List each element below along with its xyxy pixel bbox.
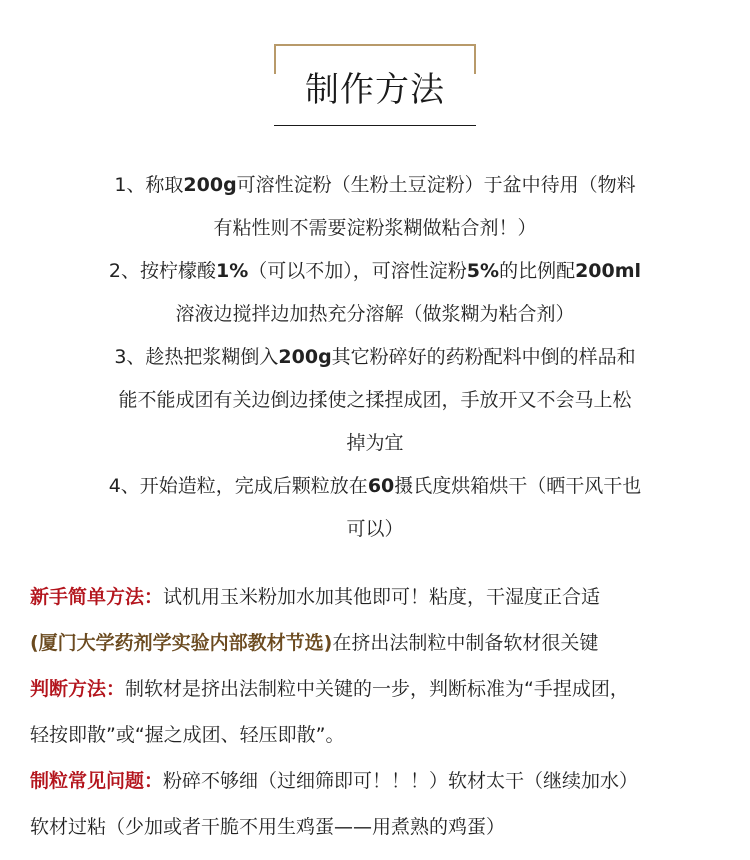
step-2-text-b: （可以不加），可溶性淀粉: [248, 260, 467, 282]
title-frame: [274, 44, 476, 126]
step-1-text-a: 1、称取: [114, 174, 184, 196]
common-issues-line-2: 软材过粘（少加或者干脆不用生鸡蛋——用煮熟的鸡蛋）: [30, 816, 506, 838]
common-issues-line: [30, 758, 730, 804]
step-1-line-1: [60, 164, 690, 207]
step-3-amount: 200g: [278, 346, 332, 368]
step-2-starch-percent: 5%: [466, 260, 500, 282]
easy-method-text: 试机用玉米粉加水加其他即可！粘度，干湿度正合适: [163, 586, 601, 608]
source-text: 在挤出法制粒中制备软材很关键: [332, 632, 599, 654]
step-1-amount: 200g: [183, 174, 237, 196]
judge-method-text: 制软材是挤出法制粒中关键的一步，判断标准为“手捏成团，: [125, 678, 629, 700]
source-line: [30, 620, 730, 666]
common-issues-label: 制粒常见问题：: [30, 770, 164, 792]
step-3-text-a: 3、趁热把浆糊倒入: [114, 346, 279, 368]
step-3-line-1: [60, 336, 690, 379]
common-issues-text: 粉碎不够细（过细筛即可！！！）软材太干（继续加水）: [163, 770, 639, 792]
step-4-temperature: 60: [367, 475, 395, 497]
step-3-text-b: 其它粉碎好的药粉配料中倒的样品和: [331, 346, 636, 368]
step-2-line-2: 溶液边搅拌边加热充分溶解（做浆糊为粘合剂）: [175, 303, 575, 325]
step-4-line-2: 可以）: [346, 518, 404, 540]
step-2-citric-percent: 1%: [216, 260, 249, 282]
step-2-volume: 200ml: [575, 260, 642, 282]
title-frame-top-line: [274, 44, 476, 46]
step-1-text-b: 可溶性淀粉（生粉土豆淀粉）于盆中待用（物料: [236, 174, 636, 196]
easy-method-label: 新手简单方法：: [30, 586, 164, 608]
source-citation: (厦门大学药剂学实验内部教材节选): [30, 632, 333, 654]
step-3-line-2: 能不能成团有关边倒边揉使之揉捏成团，手放开又不会马上松: [118, 389, 632, 411]
step-4-line-1: [60, 465, 690, 508]
judge-method-line-2: 轻按即散”或“握之成团、轻压即散”。: [30, 724, 345, 746]
step-3-line-3: 掉为宜: [346, 432, 404, 454]
step-4-text-a: 4、开始造粒，完成后颗粒放在: [108, 475, 368, 497]
judge-method-line: [30, 666, 730, 712]
step-2-line-1: [60, 250, 690, 293]
step-1-line-2: 有粘性则不需要淀粉浆糊做粘合剂！）: [213, 217, 537, 239]
judge-method-label: 判断方法：: [30, 678, 126, 700]
step-2-text-c: 的比例配: [499, 260, 576, 282]
page-title: 制作方法: [305, 70, 445, 110]
step-2-text-a: 2、按柠檬酸: [108, 260, 217, 282]
step-4-text-b: 摄氏度烘箱烘干（晒干风干也: [394, 475, 642, 497]
easy-method-line: [30, 574, 730, 620]
title-frame-bottom-line: [274, 125, 476, 126]
